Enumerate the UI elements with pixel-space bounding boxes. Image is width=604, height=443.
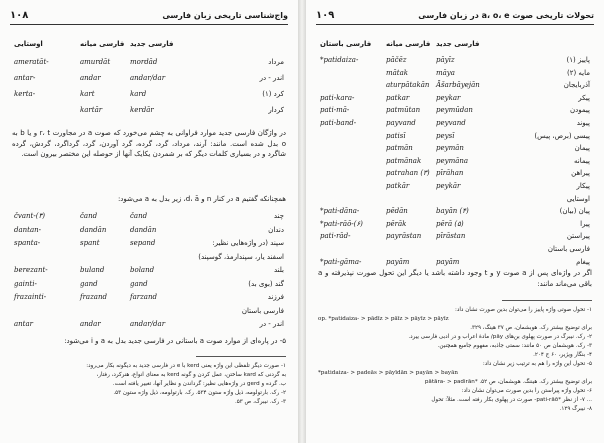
paragraph-3: ۵- در پاره‌ای از موارد صوت a باستانی در فارسی جدید بدل به a و i می‌شود: [64,337,286,345]
persian-word: پاییز (۱) [566,56,590,64]
old-form: ameratāt- [14,58,49,66]
new-persian-form: pīrāhan [436,169,464,178]
old-form: pati-mā- [320,106,350,115]
persian-word: سپند (در واژه‌هایی نظیر: [212,239,284,247]
footnote-line: ۱- صورت دیگر تلفظی این واژه یعنی kerd با e در فارسی جدید به دیگونه بکار می‌رود: [86,363,286,369]
persian-word: چند [273,212,284,220]
page-number: ۱۰۸ [10,9,29,21]
middle-persian-form: patkar [386,93,410,102]
old-form: *patidaiza- [320,56,359,64]
middle-persian-form: pērāk [386,219,407,228]
new-persian-form: peykar [436,93,461,102]
middle-persian-form: kart [80,90,95,98]
persian-word: پیسی (برص، پیس) [534,131,590,140]
running-title: واج‌شناسی تاریخی زبان فارسی [162,10,288,20]
footnote-line: برای توضیح بیشتر رک. هوبشمان، ص ۳۷ هینگ، ۳۲۹. [470,325,592,331]
new-persian-form: peysī [436,131,455,140]
new-persian-form: gand [130,279,148,288]
middle-persian-form: payvand [386,119,416,127]
middle-persian-form: andar [80,320,101,328]
column-header: فارسی جدید [130,40,174,48]
new-persian-form: mordād [130,58,158,66]
old-form: čvant-(۳) [14,212,45,220]
column-header: فارسی باستان [320,40,372,48]
footnote-line: برای توضیح بیشتر رک. هیننگ. هوبشمان، ص ۵۲. *pātāra- > padirān [424,379,592,385]
persian-word: گند (بوی بد) [248,279,284,288]
old-form: antar- [14,74,36,82]
middle-persian-form: mātak [386,68,409,77]
middle-persian-form: pāčēz [386,56,407,64]
footnote-rule [196,356,286,357]
left-page [0,0,298,443]
old-form: *pati-dāna- [320,207,360,216]
new-persian-form: peymāna [436,156,469,165]
column-header: اوستایی [14,40,43,48]
persian-word: بلند [273,266,284,274]
old-form: dantan- [14,225,42,234]
middle-persian-form: spant [80,239,100,247]
column-header: فارسی میانه [80,40,125,48]
column-header: فارسی جدید [436,40,480,48]
page-number: ۱۰۹ [316,9,335,21]
new-persian-form: Āšarbāyejān [436,81,480,90]
paragraph-1: در واژگان فارسی جدید موارد فراوانی به چشم می‌خورد که صوت a در مجاورت r، t و یا b به o بدل شده است. مانند: آرند، مرداد، گرد، گرده، گرد آوردن، گرد، گرداگرد، گردش، گرده شاگرد و در بسیاری کلمات دیگر که بر شمردن یکایک آنها از حوصله این مختصر بیرون است. [12,129,287,158]
middle-persian-form: čand [80,212,98,220]
persian-word: مایه (۲) [566,68,590,77]
old-form: berezant- [14,266,48,274]
footnote-line: ۱- تحول صوتی واژه پاییز را می‌توان بدین صورت نشان داد: [455,307,592,313]
paragraph-2: همچنانکه گفتیم a در کنار n و d، ā، زیر بدل به a می‌شود: [117,195,286,203]
footnote-line: op. *patidaiza- > pādīz > pāīz > pāyīz > pāyīz [318,316,449,322]
new-persian-form: peykār [436,182,461,190]
new-persian-form: payām [436,257,460,266]
footnote-line: به گردنی که kard ساختن، عمل کردن و گونه kerd به معنای انواع، هنرکرد، رفتار، [96,372,286,378]
footnote-line: *patidaiza- > padeās > pāyīdān > payān > bayān [318,370,459,376]
footnote-line: ۳- رک. نیبرگ، ص ۵۳. [234,399,286,405]
new-persian-form: peymān [436,144,464,153]
persian-word: آذربایجان [563,81,590,90]
footnote-line: ۵- تحول این واژه را هم به ترتیب زیر نشان داد: [482,361,592,367]
new-persian-form: kard [130,90,147,98]
persian-word: پیراهن [571,169,590,178]
persian-word: پیراستن [566,232,590,241]
persian-word: مرداد [268,58,284,66]
old-form: pati-band- [320,119,357,127]
new-persian-form: čand [130,212,148,220]
persian-word: پیغام [576,257,590,266]
middle-persian-form: gand [80,279,98,288]
old-form: *pati-rāō-(۶) [320,219,363,228]
new-persian-form: bayān (۴) [436,207,469,216]
old-form: pati-kara- [320,93,355,102]
middle-persian-form: payrāstan [386,232,422,241]
persian-word: اسفند یار، سپندارمذ، گوسپند) [198,252,284,261]
old-form: antar [14,320,34,328]
new-persian-form: peymūdan [436,106,473,115]
book-gutter [298,0,306,443]
new-persian-form: peyvand [436,119,466,127]
persian-word: پیان (بیان) [559,207,590,216]
new-persian-form: sepand [130,239,156,247]
persian-word: پیرا [580,219,590,228]
new-persian-form: dandān [130,225,157,234]
persian-word: فرزند [267,293,284,301]
new-persian-form: kerdār [130,106,154,114]
middle-persian-form: andar [80,74,101,82]
middle-persian-form: patmānak [386,156,422,165]
new-persian-form: pērā (۵) [436,219,464,228]
persian-word: کرد (۱) [262,90,284,98]
new-persian-form: pāyīz [436,56,455,64]
persian-word: پیمودن [570,106,590,115]
new-persian-form: farzand [130,293,157,301]
middle-persian-form: patmān [386,144,413,153]
footnote-line: ۶- تحول واژه پیراستن را بدین صورت می‌توان نشان داد: [461,388,592,394]
old-form: spanta- [14,239,41,247]
middle-persian-form: payām [386,257,410,266]
middle-persian-form: patmūtan [386,106,421,115]
persian-word: پیوند [576,119,590,127]
new-persian-form: andar/dar [130,320,166,328]
left-page-header [10,8,288,22]
new-persian-form: andar/dar [130,74,166,82]
persian-word: پیمان [574,144,590,153]
footnote-line: ۲- رک. نیبرگ در صورت پهلوی بن‌های pāy/ مادهٔ اعراب و در ادبی فارسی ییرد. [408,334,592,340]
running-title: تحولات تاریخی صوت a، o، e در زبان فارسی [418,10,594,20]
persian-word: کردار [268,106,284,114]
paragraph-1: اگر در واژه‌ای پس از a صوت y و t وجود داشته باشد یا دیگر این تحول صورت نپذیرفته و a باقی می‌ماند مانند: [318,269,592,288]
middle-persian-form: buland [80,266,105,274]
persian-word: اندر - در [259,74,284,82]
middle-persian-form: patkār [386,182,410,190]
old-form: gainti- [14,279,37,288]
middle-persian-form: patrahan (۳) [386,169,430,178]
column-header: فارسی میانه [386,40,431,48]
persian-word: فارسی باستان [241,306,284,315]
persian-word: فارسی باستان [547,245,590,253]
persian-word: دندان [268,225,284,234]
persian-word: پیکر [578,93,590,102]
middle-persian-form: amurdāt [80,58,111,66]
right-page-header [316,8,594,22]
header-rule [316,24,594,25]
footnote-line: ۳- رک. هوبشمان ص ۵۰ مانند: سمتی جاذبه، مفهوم جامیع همچنین. [437,343,592,349]
right-page [306,0,604,443]
middle-persian-form: aturpātakān [386,81,430,90]
footnote-line: ب. گرده و gerd در واژه‌هایی نظیر: گرداندن و نظایر آنها، تغییر یافته است. [112,381,286,387]
footnote-rule [502,300,592,301]
persian-word: پیکار [576,182,590,190]
old-form: pati-rād- [320,232,351,241]
persian-word: اوستایی [566,194,590,203]
middle-persian-form: patisī [386,131,406,140]
header-rule [10,24,288,25]
footnote-line: ۲- رک. بارتولومه، ذیل واژه ستون ۵۳۴. رک. بارتولومه، ذیل واژه ستون ۵۳. [113,390,286,396]
footnote-line: ۸- نیبرگ ۱۲۹. [559,406,592,412]
old-form: frazainti- [14,293,47,301]
new-persian-form: māya [436,68,455,77]
middle-persian-form: dandān [80,225,107,234]
footnote-line: ۴- بنگار ویژیر، ۶۰ ج ۲۰۴. [533,352,592,358]
persian-word: اندر - در [259,320,284,328]
middle-persian-form: frazand [80,293,107,301]
persian-word: پیمانه [574,156,590,165]
footnote-line: ... ۷- از نظر *pati-rāō- صورت در پهلوی بکار رفته است. مثلاً: تحول [431,397,592,403]
old-form: *pati-gāma- [320,257,362,266]
middle-persian-form: pēdān [386,207,408,216]
new-persian-form: pīrāstan [436,232,466,241]
middle-persian-form: kartār [80,106,103,114]
new-persian-form: boland [130,266,155,274]
old-form: kerta- [14,90,36,98]
